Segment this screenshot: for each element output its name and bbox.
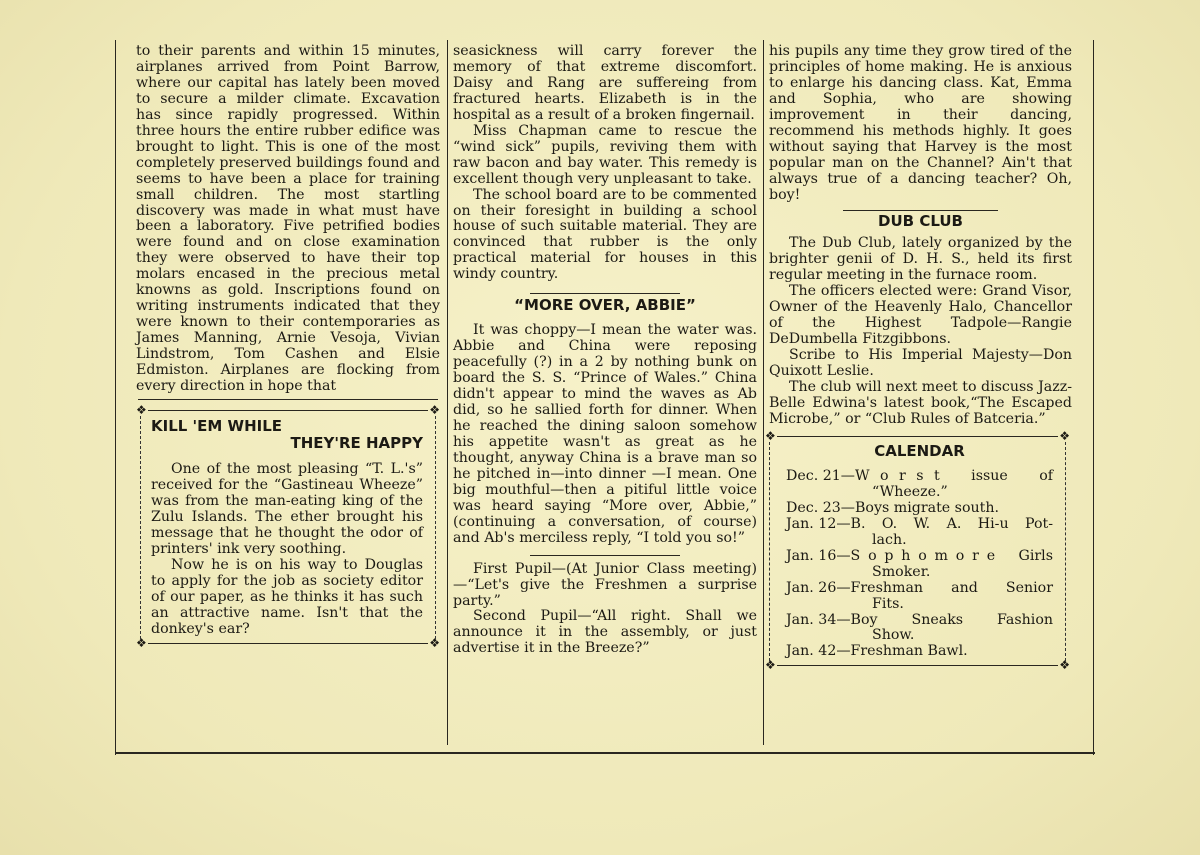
more-over-abbie-heading: “MORE OVER, ABBIE” [514,296,696,315]
box-heading-line2: THEY'RE HAPPY [290,433,423,452]
box-paragraph: Now he is on his way to Douglas to apply for the job as society editor of our paper, as he thinks it has such an attractive name. Isn't that the donkey's ear? [151,556,423,637]
article-paragraph: Scribe to His Imperial Majesty—Don Quixott Leslie. [769,347,1072,380]
kill-em-box [136,402,440,651]
diamond-ornament-icon: ❖ [429,402,440,417]
calendar-event-continued: Show. [872,627,915,644]
calendar-date: Jan. 12— [786,515,851,532]
calendar-event: Freshman and Senior [850,579,1053,596]
diamond-ornament-icon: ❖ [1059,658,1070,673]
page-border-bottom [115,752,1095,754]
diamond-ornament-icon: ❖ [136,636,147,651]
joke-line: First Pupil—(At Junior Class meeting)—“Let's give the Freshmen a surprise party.” [453,560,757,609]
calendar-event: Freshman Bawl. [850,643,968,660]
calendar-entry [786,501,1053,517]
calendar-list [786,469,1053,660]
section-rule [138,399,438,400]
calendar-date: Jan. 16— [786,547,851,564]
diamond-ornament-icon: ❖ [1059,428,1070,443]
column-1 [136,44,440,649]
calendar-date: Dec. 21— [786,467,855,484]
column-2 [453,44,757,657]
calendar-event: W o r s t issue of [854,467,1053,484]
page-border-left [115,40,116,755]
calendar-event-continued: Smoker. [872,563,931,580]
calendar-event: B. O. W. A. Hi-u Pot- [850,515,1053,532]
calendar-event: Boys migrate south. [854,499,999,516]
box-heading-line1: KILL 'EM WHILE [151,416,283,435]
calendar-event-continued: lach. [872,531,907,548]
calendar-entry [786,613,1053,645]
calendar-entry [786,549,1053,581]
diamond-ornament-icon: ❖ [429,636,440,651]
diamond-ornament-icon: ❖ [765,428,776,443]
article-paragraph: The club will next meet to discuss Jazz-Belle Edwina's latest book,“The Escaped Microbe,” or “Club Rules of Batceria.” [769,379,1072,427]
column-divider [763,40,764,745]
dub-club-heading: DUB CLUB [878,211,963,230]
section-rule [530,293,680,294]
article-paragraph: seasickness will carry forever the memory of that extreme discomfort. Daisy and Rang are suffereing from fractured hearts. Elizabeth is in the hospital as a result of a broken fingernail. [453,43,757,123]
article-paragraph: It was choppy—I mean the water was. Abbie and China were reposing peacefully (?) in a 2 by nothing bunk on board the S. S. “Prince of Wales.” China didn't appear to mind the waves as Ab did, so he sallied forth for dinner. When he reached the dining saloon somehow his appetite wasn't as great as he thought, anyway China is a brave man so he pitched in—into dinner —I mean. One big mouthful—then a pitiful little voice was heard saying “More over, Abbie,” (continuing a conversation, of course) and Ab's merciless reply, “I told you so!” [453,322,757,546]
section-rule [530,555,680,556]
calendar-event: S o p h o m o r e Girls [850,547,1053,564]
calendar-date: Jan. 34— [786,611,851,628]
calendar-entry [786,581,1053,613]
calendar-date: Dec. 23— [786,499,855,516]
calendar-box [765,428,1070,673]
calendar-entry [786,517,1053,549]
diamond-ornament-icon: ❖ [765,658,776,673]
article-paragraph: The school board are to be commented on their foresight in building a school house of such suitable material. They are convinced that rubber is the only practical material for houses in this windy country. [453,186,757,283]
calendar-event: Boy Sneaks Fashion [850,611,1053,628]
diamond-ornament-icon: ❖ [136,402,147,417]
calendar-heading: CALENDAR [874,441,965,460]
article-paragraph: Miss Chapman came to rescue the “wind sick” pupils, reviving them with raw bacon and bay water. This remedy is excellent though very unpleasant to take. [453,122,757,187]
calendar-entry [786,469,1053,501]
article-continuation: to their parents and within 15 minutes, airplanes arrived from Point Barrow, where our capital has lately been moved to secure a milder climate. Excavation has since rapidly progressed. Within three hours the entire rubber edifice was brought to light. This is one of the most completely preserved buildings found and seems to have been a place for training small children. The most startling discovery was made in what must have been a laboratory. Five petrified bodies were found and on close examination they were observed to have their top molars encased in the precious metal knowns as gold. Inscriptions found on writing instruments indicated that they were known to their contemporaries as James Manning, Arnie Vesoja, Vivian Lindstrom, Tom Cashen and Elsie Edmiston. Airplanes are flocking from every direction in hope that [136,43,440,395]
calendar-event-continued: “Wheeze.” [872,483,948,500]
calendar-entry [786,644,1053,660]
calendar-date: Jan. 26— [786,579,851,596]
column-3 [765,43,1072,673]
column-divider [447,40,448,745]
box-paragraph: One of the most pleasing “T. L.'s” received for the “Gastineau Wheeze” was from the man-eating king of the Zulu Islands. The ether brought his message that he thought the odor of printers' ink very soothing. [151,460,423,557]
page-border-right [1093,40,1094,755]
calendar-date: Jan. 42— [786,643,851,660]
calendar-event-continued: Fits. [872,595,904,612]
article-paragraph: The Dub Club, lately organized by the brighter genii of D. H. S., held its first regular meeting in the furnace room. [769,235,1072,284]
section-rule [843,210,998,211]
article-paragraph: his pupils any time they grow tired of the principles of home making. He is anxious to enlarge his dancing class. Kat, Emma and Sophia, who are showing improvement in their dancing, recommend his methods highly. It goes without saying that Harvey is the most popular man on the Channel? Ain't that always true of a dancing teacher? Oh, boy! [769,43,1072,203]
article-paragraph: The officers elected were: Grand Visor, Owner of the Heavenly Halo, Chancellor of the Highest Tadpole—Rangie DeDumbella Fitzgibbons. [769,283,1072,348]
joke-line: Second Pupil—“All right. Shall we announce it in the assembly, or just advertise it in the Breeze?” [453,608,757,657]
